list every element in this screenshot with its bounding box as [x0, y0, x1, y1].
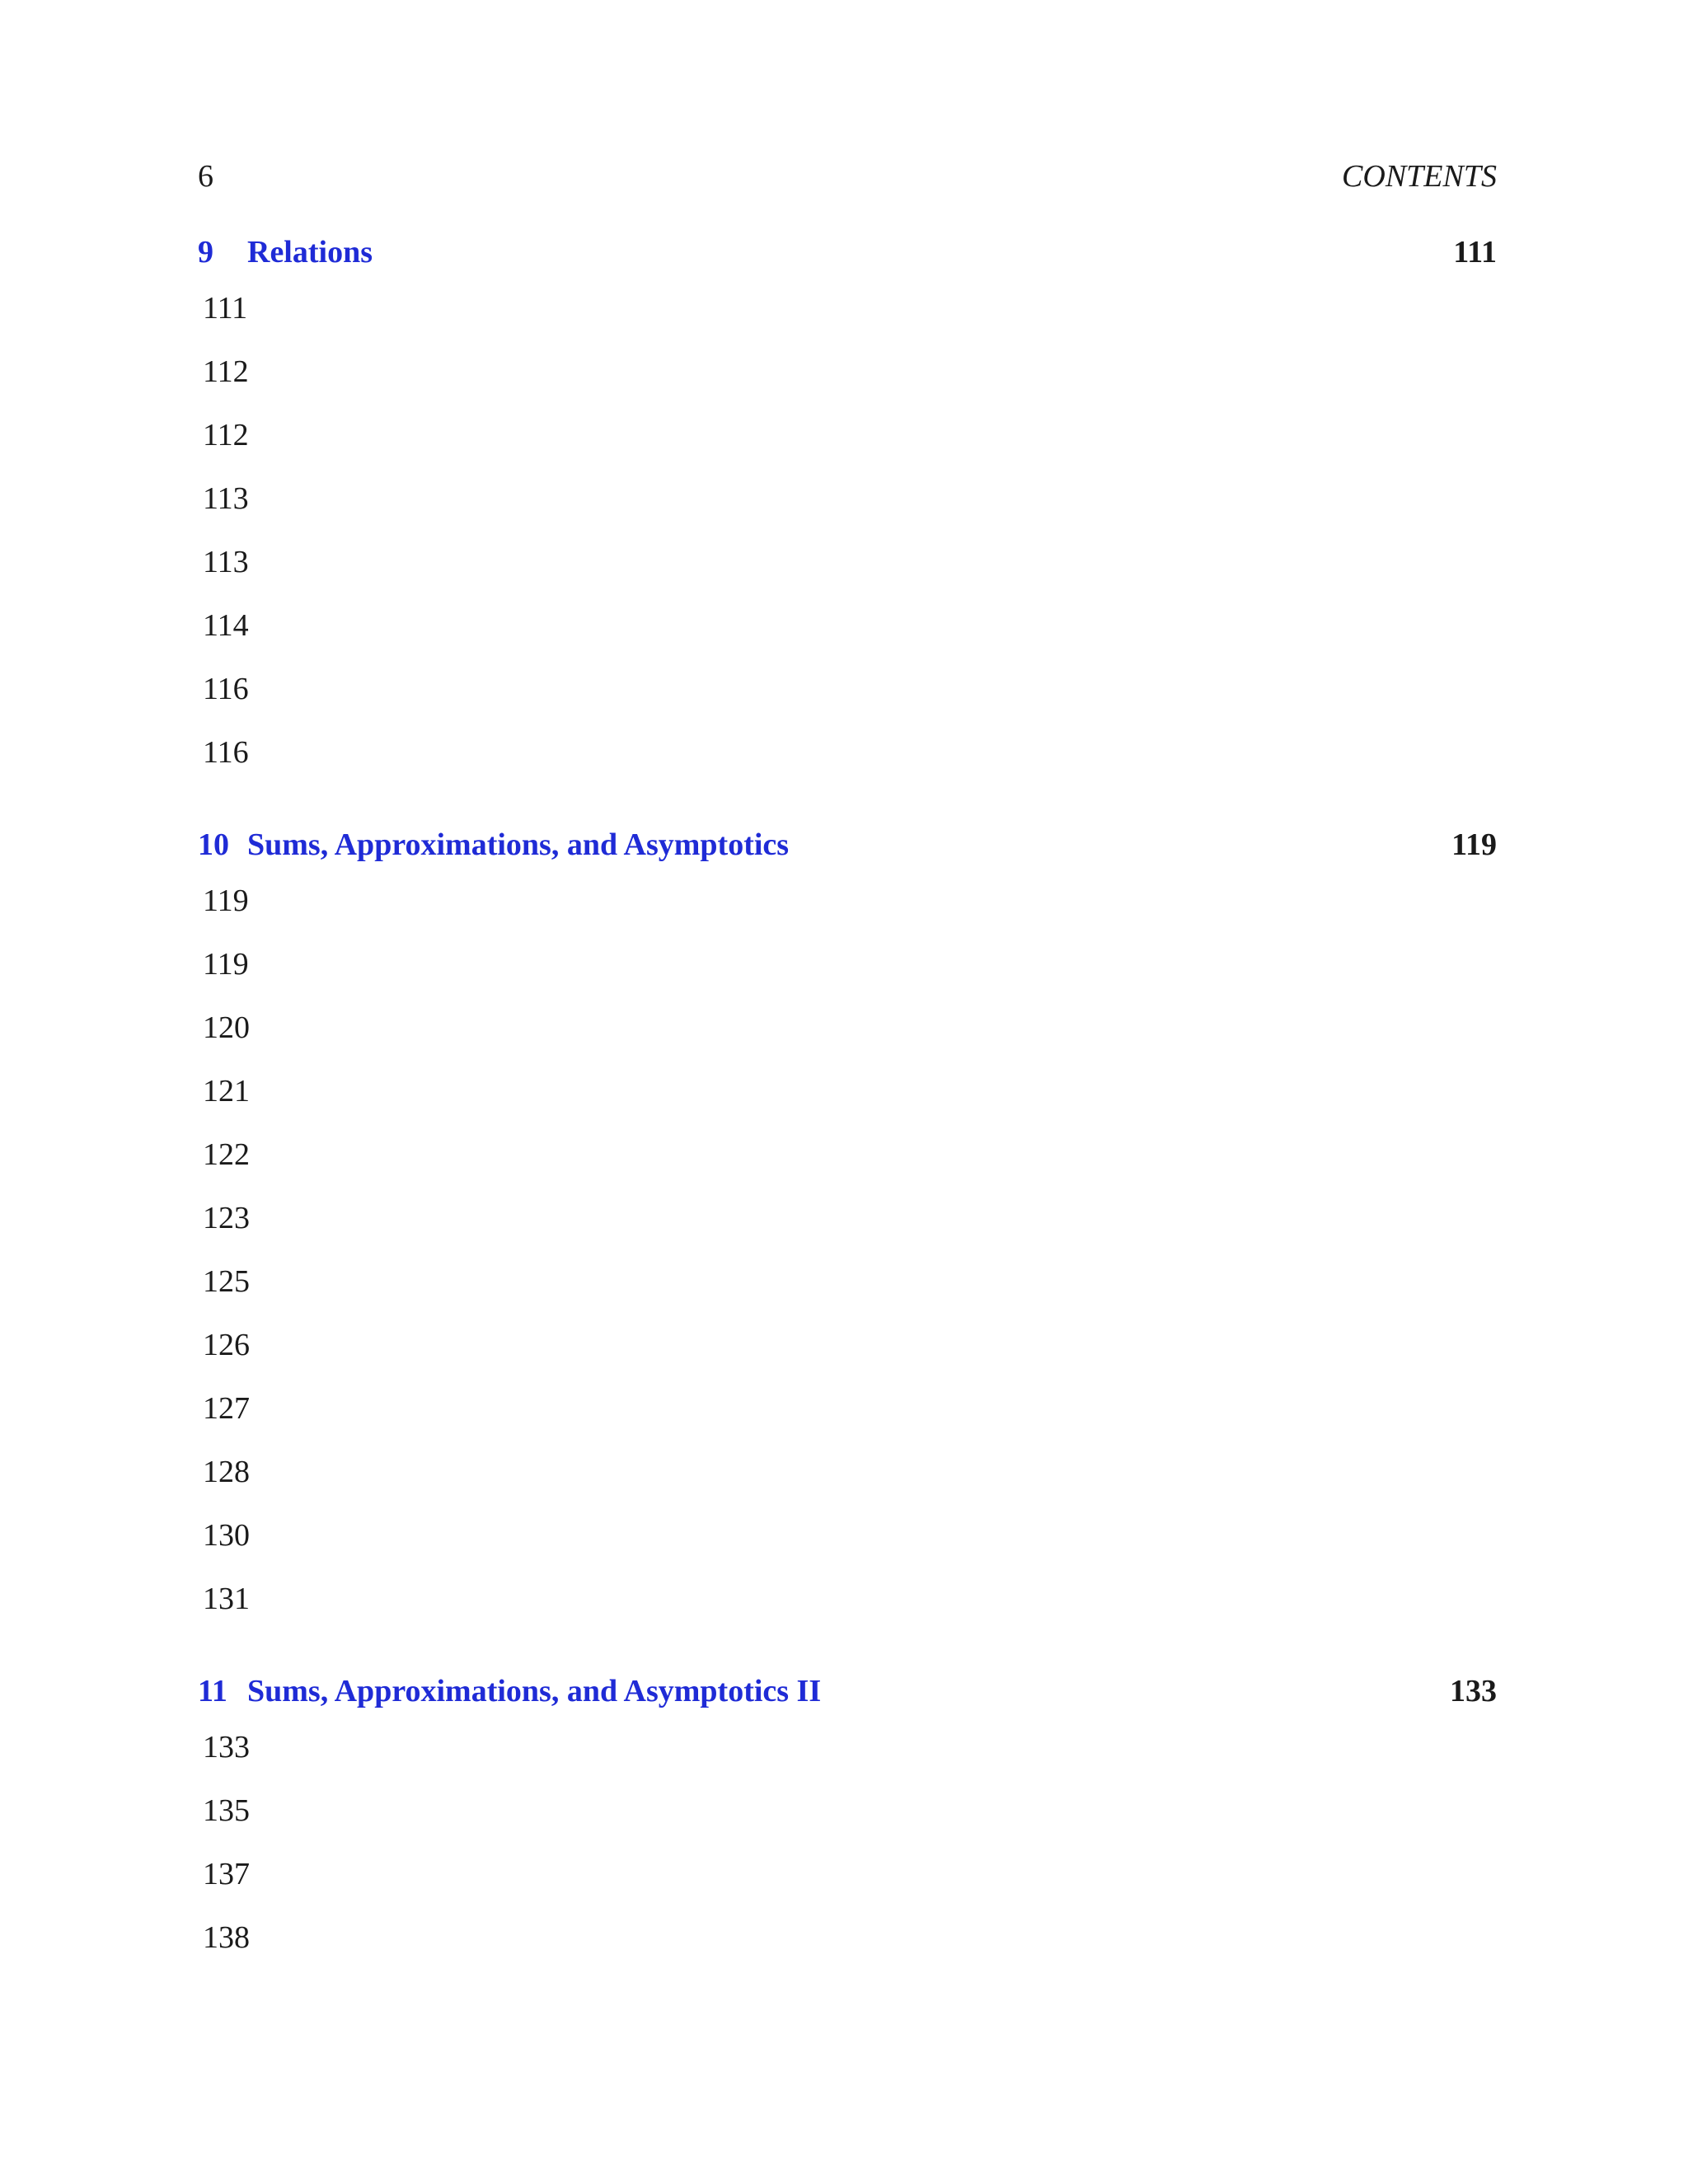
entry-page-number: 127 [198, 1377, 1497, 1441]
toc-section[interactable] [198, 467, 1497, 531]
entry-page-number: 112 [198, 404, 1497, 467]
chapter-title-link[interactable]: Relations [247, 235, 373, 269]
toc-subsection[interactable] [198, 340, 1497, 404]
entry-page-number: 131 [198, 1568, 1497, 1631]
toc-subsection[interactable] [198, 1123, 1497, 1187]
chapter-number[interactable]: 9 [198, 235, 213, 269]
chapter-page-number: 111 [1453, 235, 1497, 269]
entry-page-number: 113 [198, 467, 1497, 531]
chapter-page-number: 133 [1450, 1674, 1497, 1708]
toc-chapter[interactable] [198, 227, 1497, 277]
toc-subsection[interactable] [198, 721, 1497, 785]
chapter-title-link[interactable]: Sums, Approximations, and Asymptotics [247, 827, 790, 862]
entry-page-number: 137 [198, 1843, 1497, 1906]
toc-section[interactable] [198, 1187, 1497, 1250]
entry-page-number: 111 [198, 277, 1497, 340]
entry-page-number: 126 [198, 1314, 1497, 1377]
chapter-page-number: 119 [1451, 827, 1497, 862]
toc-section[interactable] [198, 1843, 1497, 1906]
toc-section[interactable] [198, 1906, 1497, 1970]
running-title: CONTENTS [1342, 159, 1497, 194]
entry-page-number: 135 [198, 1779, 1497, 1843]
entry-page-number: 133 [198, 1716, 1497, 1779]
chapter-number[interactable]: 10 [198, 827, 229, 862]
toc-subsection[interactable] [198, 1568, 1497, 1631]
entry-page-number: 116 [198, 658, 1497, 721]
entry-page-number: 119 [198, 869, 1497, 933]
table-of-contents [198, 227, 1497, 1970]
toc-section[interactable] [198, 1250, 1497, 1314]
toc-subsection[interactable] [198, 1504, 1497, 1568]
toc-subsection[interactable] [198, 1779, 1497, 1843]
toc-subsection[interactable] [198, 1441, 1497, 1504]
page-number: 6 [198, 159, 213, 194]
entry-page-number: 123 [198, 1187, 1497, 1250]
toc-subsection[interactable] [198, 1060, 1497, 1123]
toc-section[interactable] [198, 1314, 1497, 1377]
chapter-number[interactable]: 11 [198, 1674, 227, 1708]
entry-page-number: 119 [198, 933, 1497, 996]
toc-subsection[interactable] [198, 996, 1497, 1060]
entry-page-number: 122 [198, 1123, 1497, 1187]
toc-subsection[interactable] [198, 277, 1497, 340]
entry-page-number: 114 [198, 594, 1497, 658]
toc-subsection[interactable] [198, 1377, 1497, 1441]
entry-page-number: 113 [198, 531, 1497, 594]
running-header [198, 157, 1497, 196]
entry-page-number: 121 [198, 1060, 1497, 1123]
toc-chapter[interactable] [198, 1666, 1497, 1716]
toc-subsection[interactable] [198, 531, 1497, 594]
entry-page-number: 120 [198, 996, 1497, 1060]
entry-page-number: 138 [198, 1906, 1497, 1970]
entry-page-number: 125 [198, 1250, 1497, 1314]
chapter-title-link[interactable]: Sums, Approximations, and Asymptotics II [247, 1674, 822, 1708]
toc-section[interactable] [198, 404, 1497, 467]
toc-subsection[interactable] [198, 658, 1497, 721]
toc-chapter[interactable] [198, 820, 1497, 869]
toc-section[interactable] [198, 1716, 1497, 1779]
entry-page-number: 130 [198, 1504, 1497, 1568]
entry-page-number: 116 [198, 721, 1497, 785]
entry-page-number: 128 [198, 1441, 1497, 1504]
entry-page-number: 112 [198, 340, 1497, 404]
toc-section[interactable] [198, 594, 1497, 658]
toc-section[interactable] [198, 869, 1497, 933]
toc-subsection[interactable] [198, 933, 1497, 996]
